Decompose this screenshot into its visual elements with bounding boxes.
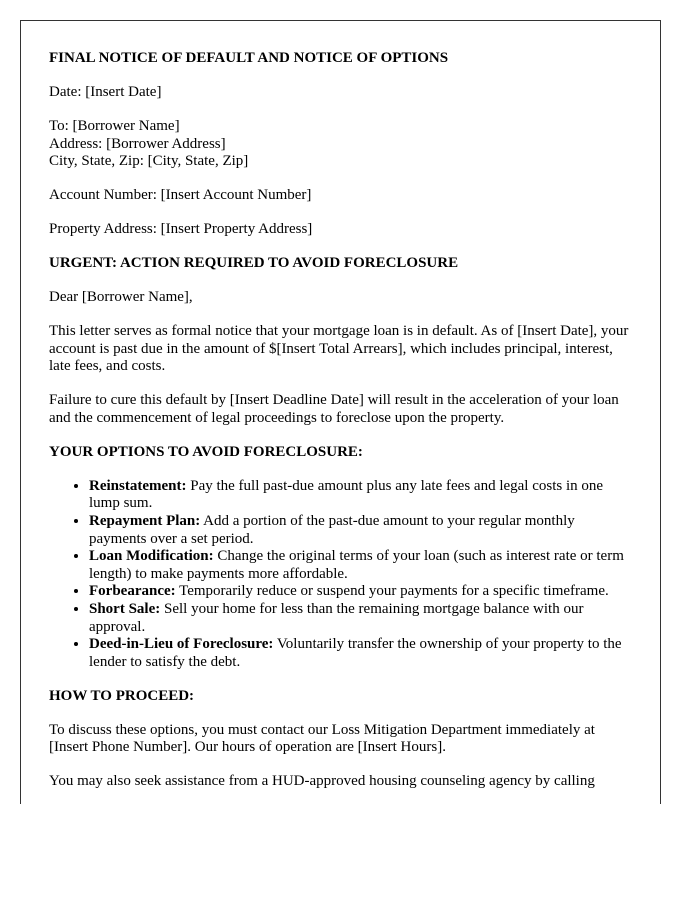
recipient-address: Address: [Borrower Address] [49,135,226,152]
deadline-paragraph: Failure to cure this default by [Insert Deadline Date] will result in the acceleration of your loan and the commencement of legal proceedings to foreclose upon the property. [49,392,619,426]
option-desc: Change the original terms of your loan (such as interest rate or term length) to make payments more affordable. [89,548,624,582]
letter-document [20,20,661,804]
option-item [89,513,632,548]
option-term: Repayment Plan: [89,513,201,529]
option-term: Reinstatement: [89,477,187,494]
option-item [89,583,632,601]
option-term: Short Sale: [89,600,161,617]
option-term: Forbearance: [89,583,176,600]
option-desc: Pay the full past-due amount plus any late fees and legal costs in one lump sum. [89,477,604,512]
recipient-name: To: [Borrower Name] [49,117,180,134]
letter-title: FINAL NOTICE OF DEFAULT AND NOTICE OF OPTIONS [49,50,449,66]
recipient-city: City, State, Zip: [City, State, Zip] [49,153,249,170]
option-item [89,478,632,513]
option-desc: Sell your home for less than the remaining mortgage balance with our approval. [89,600,584,635]
property-address: Property Address: [Insert Property Address] [49,221,313,238]
salutation: Dear [Borrower Name], [49,289,193,306]
options-heading: YOUR OPTIONS TO AVOID FORECLOSURE: [49,443,363,460]
urgent-heading: URGENT: ACTION REQUIRED TO AVOID FORECLOSURE [49,255,459,272]
option-item [89,548,632,583]
proceed-heading: HOW TO PROCEED: [49,687,195,704]
option-desc: Voluntarily transfer the ownership of your property to the lender to satisfy the debt. [89,636,622,670]
default-paragraph: This letter serves as formal notice that your mortgage loan is in default. As of [Insert Date], your account is past due in the amount of $[Insert Total Arrears], which includes principal, interest, late fees, and costs. [49,323,629,375]
option-item [89,601,632,636]
options-list [49,478,632,672]
contact-paragraph: To discuss these options, you must contact our Loss Mitigation Department immediately at [Insert Phone Number]. Our hours of operation are [Insert Hours]. [49,721,595,756]
account-number: Account Number: [Insert Account Number] [49,187,312,204]
recipient-block [49,118,632,171]
option-term: Deed-in-Lieu of Foreclosure: [89,636,274,653]
counseling-paragraph: You may also seek assistance from a HUD-approved housing counseling agency by calling [49,773,595,790]
option-desc: Add a portion of the past-due amount to your regular monthly payments over a set period. [89,513,575,547]
option-item [89,636,632,671]
option-term: Loan Modification: [89,548,214,565]
date-line: Date: [Insert Date] [49,83,162,100]
option-desc: Temporarily reduce or suspend your payments for a specific timeframe. [175,583,609,600]
